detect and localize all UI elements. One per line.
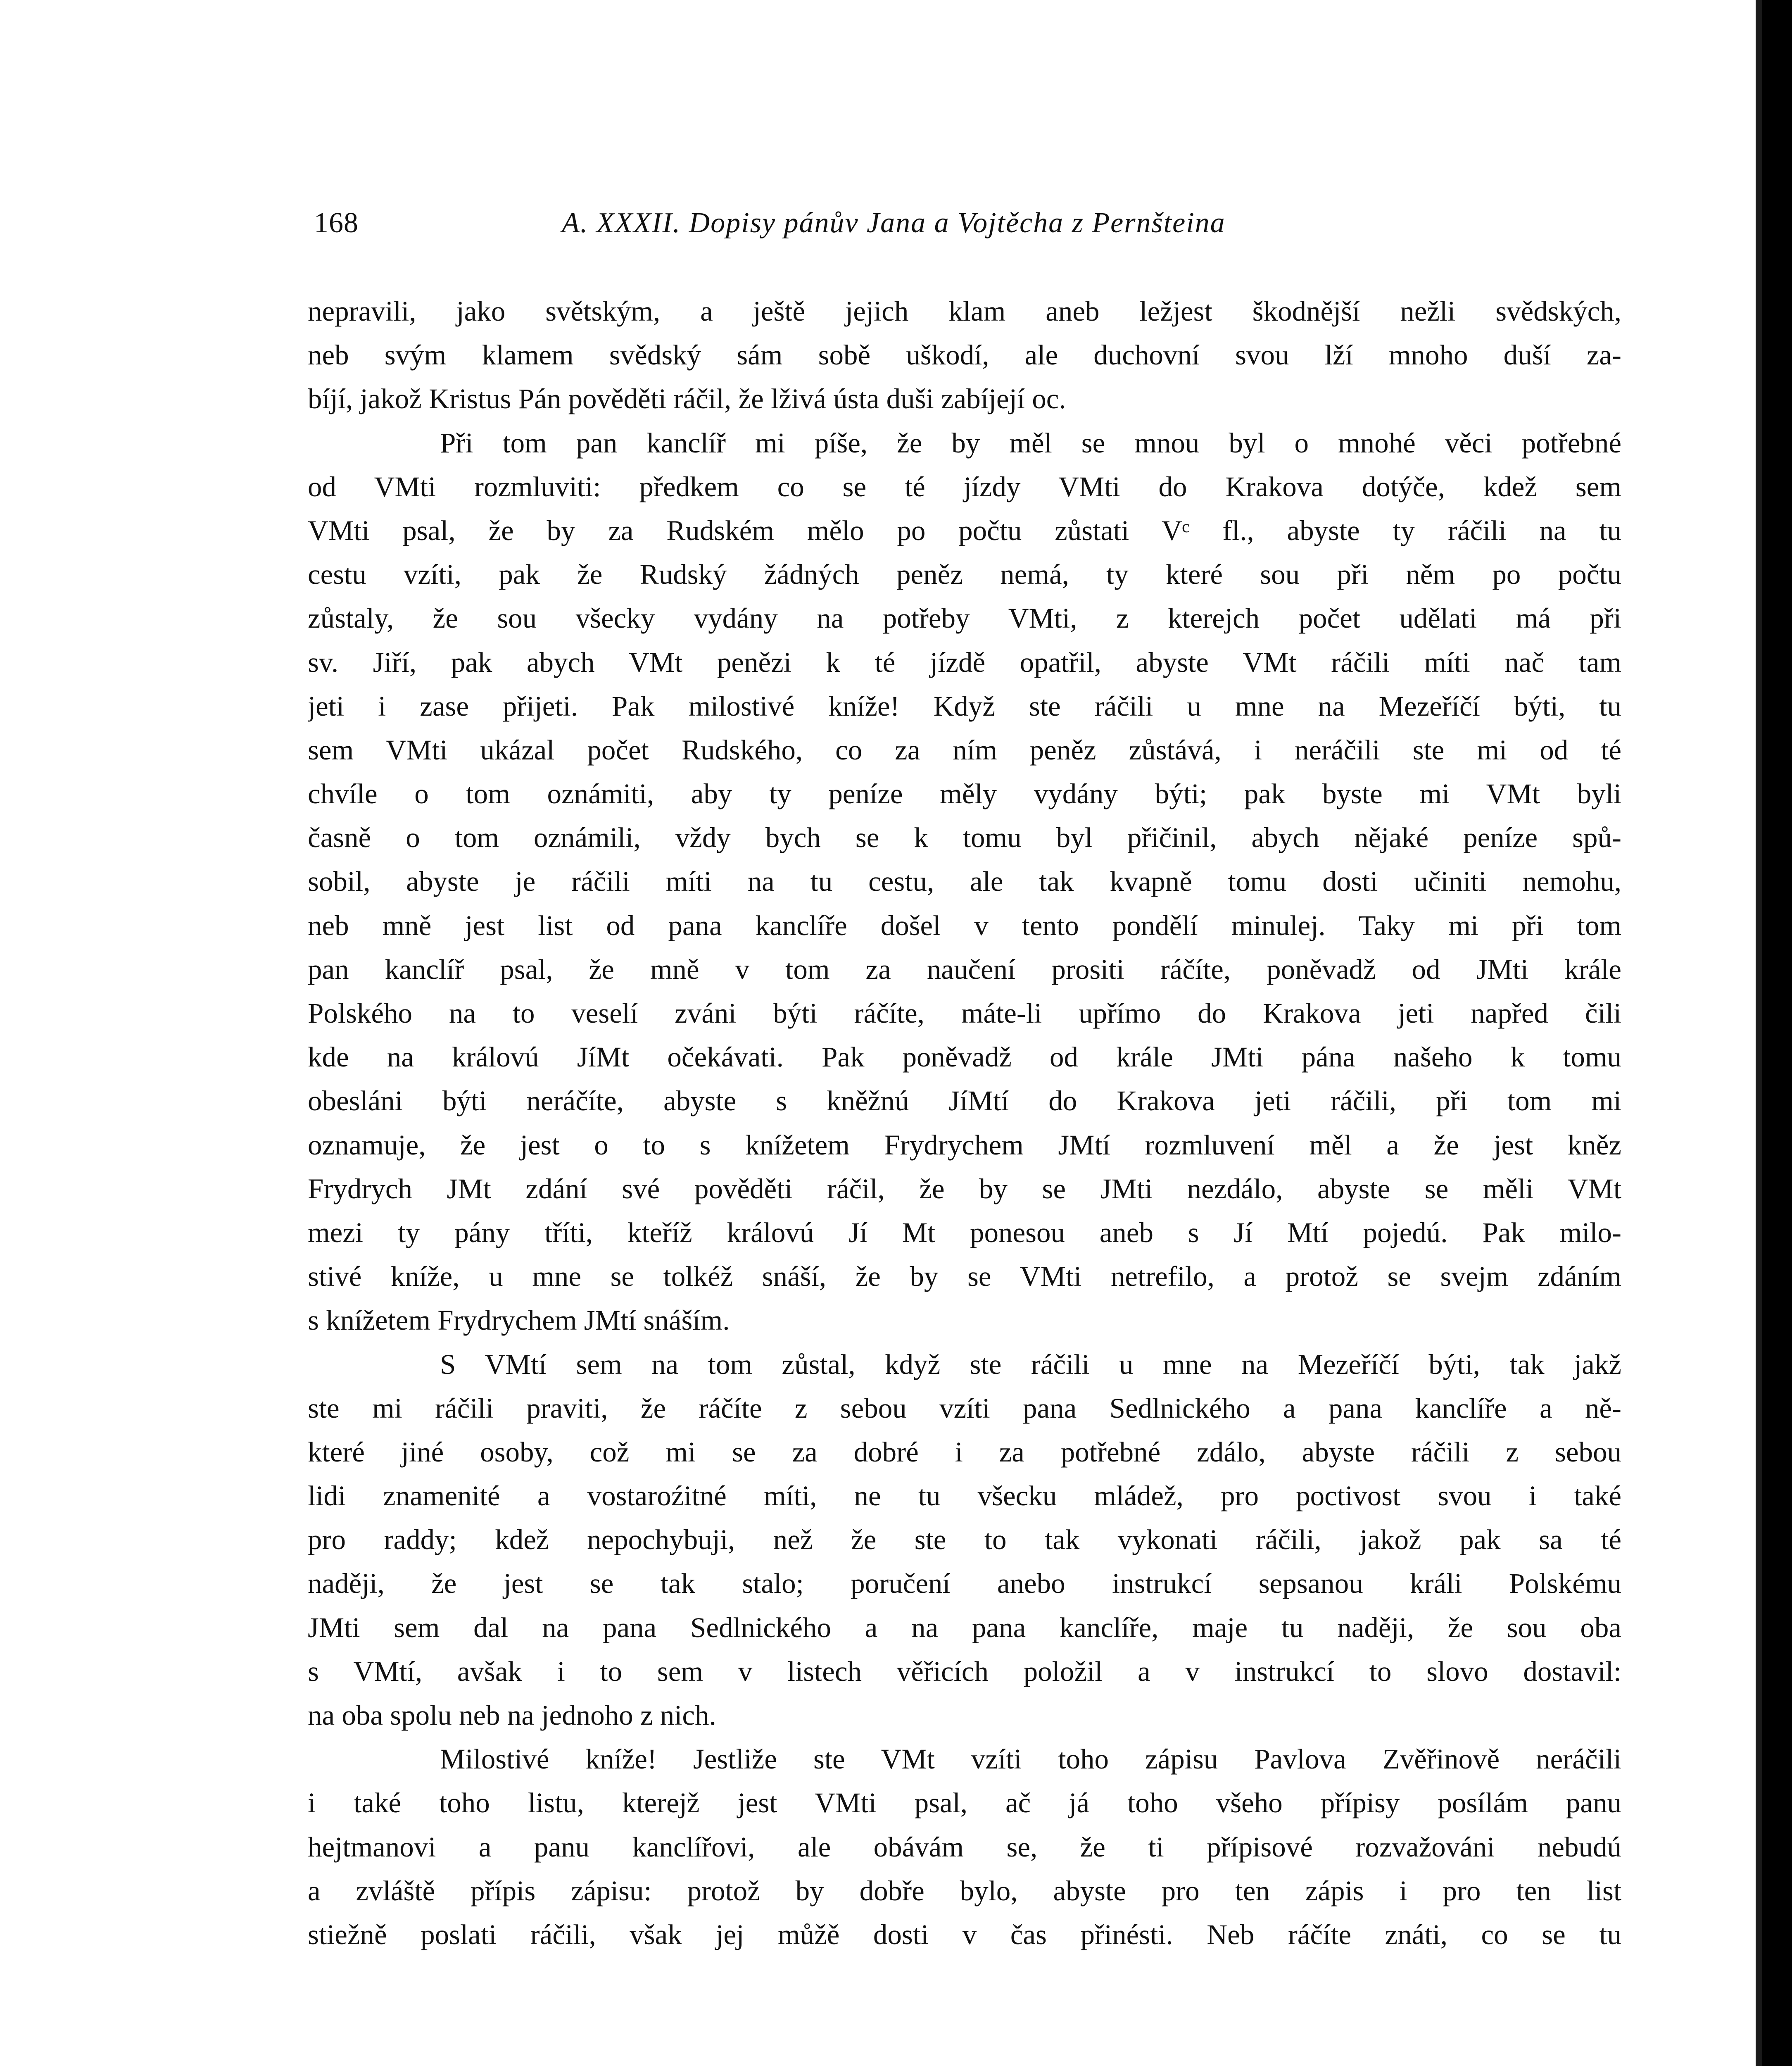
text-line: VMti psal, že by za Rudském mělo po počtu zůstati Vᶜ fl., abyste ty ráčili na tu [308, 514, 1621, 546]
text-line: JMti sem dal na pana Sedlnického a na pana kanclíře, maje tu naději, že sou oba [308, 1611, 1621, 1643]
text-line: neb mně jest list od pana kanclíře došel v tento pondělí minulej. Taky mi při tom [308, 909, 1621, 941]
text-line: jeti i zase přijeti. Pak milostivé kníže! Když ste ráčili u mne na Mezeříčí býti, tu [308, 690, 1621, 722]
text-line: od VMti rozmluviti: předkem co se té jízdy VMti do Krakova dotýče, kdež sem [308, 471, 1621, 502]
text-line: i také toho listu, kterejž jest VMti psal, ač já toho všeho přípisy posílám panu [308, 1787, 1621, 1819]
text-line: stivé kníže, u mne se tolkéž snáší, že by se VMti netrefilo, a protož se svejm zdáním [308, 1261, 1621, 1292]
text-line: sv. Jiří, pak abych VMt penězi k té jízdě opatřil, abyste VMt ráčili míti nač tam [308, 646, 1621, 678]
text-line: a zvláště přípis zápisu: protož by dobře bylo, abyste pro ten zápis i pro ten list [308, 1875, 1621, 1907]
text-line: mezi ty pány tříti, kteříž královú Jí Mt ponesou aneb s Jí Mtí pojedú. Pak milo- [308, 1216, 1621, 1248]
paragraph-start-line: S VMtí sem na tom zůstal, když ste ráčili u mne na Mezeříčí býti, tak jakž [440, 1348, 1621, 1380]
text-line: s knížetem Frydrychem JMtí snáším. [308, 1304, 730, 1336]
text-line: nepravili, jako světským, a ještě jejich klam aneb ležjest škodnější nežli svědských, [308, 295, 1621, 327]
page-number: 168 [314, 207, 359, 239]
text-line: kde na královú JíMt očekávati. Pak poněvadž od krále JMti pána našeho k tomu [308, 1041, 1621, 1073]
text-line: časně o tom oznámili, vždy bych se k tomu byl přičinil, abych nějaké peníze spů- [308, 822, 1621, 854]
text-line: cestu vzíti, pak že Rudský žádných peněz nemá, ty které sou při něm po počtu [308, 559, 1621, 590]
text-line: pro raddy; kdež nepochybuji, než že ste to tak vykonati ráčili, jakož pak sa té [308, 1524, 1621, 1556]
text-line: pan kanclíř psal, že mně v tom za naučení prositi ráčíte, poněvadž od JMti krále [308, 953, 1621, 985]
paragraph-start-line: Při tom pan kanclíř mi píše, že by měl se mnou byl o mnohé věci potřebné [440, 427, 1621, 459]
text-line: zůstaly, že sou všecky vydány na potřeby VMti, z kterejch počet udělati má při [308, 602, 1621, 634]
text-line: chvíle o tom oznámiti, aby ty peníze měly vydány býti; pak byste mi VMt byli [308, 778, 1621, 810]
body-text [308, 289, 1621, 1957]
running-header [314, 207, 1355, 248]
paragraph-start-line: Milostivé kníže! Jestliže ste VMt vzíti toho zápisu Pavlova Zvěřinově neráčili [440, 1743, 1621, 1775]
text-line: které jiné osoby, což mi se za dobré i za potřebné zdálo, abyste ráčili z sebou [308, 1436, 1621, 1468]
text-line: oznamuje, že jest o to s knížetem Frydrychem JMtí rozmluvení měl a že jest kněz [308, 1129, 1621, 1161]
text-line: ste mi ráčili praviti, že ráčíte z sebou vzíti pana Sedlnického a pana kanclíře a ně- [308, 1392, 1621, 1424]
text-line: bíjí, jakož Kristus Pán pověděti ráčil, že lživá ústa duši zabíjejí oc. [308, 383, 1066, 415]
text-line: naději, že jest se tak stalo; poručení anebo instrukcí sepsanou králi Polskému [308, 1568, 1621, 1599]
text-line: sem VMti ukázal počet Rudského, co za ním peněz zůstává, i neráčili ste mi od té [308, 734, 1621, 766]
text-line: lidi znamenité a vostaroźitné míti, ne tu všecku mládež, pro poctivost svou i také [308, 1480, 1621, 1512]
text-line: hejtmanovi a panu kanclířovi, ale obávám se, že ti přípisové rozvažováni nebudú [308, 1831, 1621, 1863]
page-edge-line [1756, 0, 1762, 2066]
text-line: Frydrych JMt zdání své pověděti ráčil, že by se JMti nezdálo, abyste se měli VMt [308, 1173, 1621, 1204]
text-line: s VMtí, avšak i to sem v listech věřicích položil a v instrukcí to slovo dostavil: [308, 1655, 1621, 1687]
text-line: na oba spolu neb na jednoho z nich. [308, 1699, 716, 1731]
text-line: stiežně poslati ráčili, však jej můžě dosti v čas přinésti. Neb ráčíte znáti, co se tu [308, 1918, 1621, 1950]
text-line: Polského na to veselí zváni býti ráčíte, máte-li upřímo do Krakova jeti napřed čili [308, 997, 1621, 1029]
text-line: sobil, abyste je ráčili míti na tu cestu, ale tak kvapně tomu dosti učiniti nemohu, [308, 866, 1621, 897]
text-line: obesláni býti neráčíte, abyste s kněžnú JíMtí do Krakova jeti ráčili, při tom mi [308, 1085, 1621, 1117]
text-line: neb svým klamem svědský sám sobě uškodí, ale duchovní svou lží mnoho duší za- [308, 339, 1621, 371]
running-title: A. XXXII. Dopisy pánův Jana a Vojtěcha z Pernšteina [562, 207, 1226, 239]
